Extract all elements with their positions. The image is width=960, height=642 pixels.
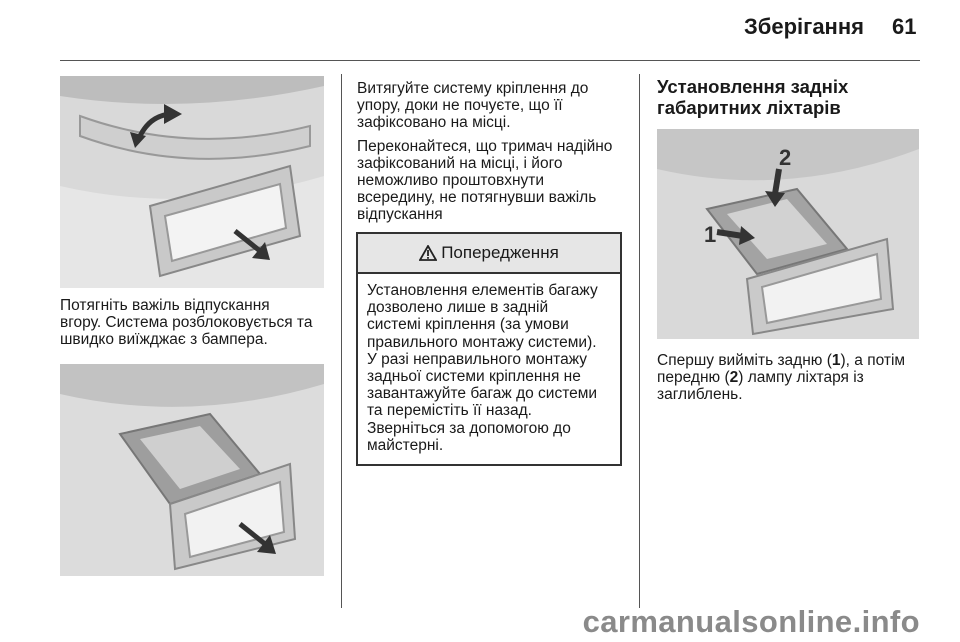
section-title: Установлення задніх габаритних ліхтарів xyxy=(657,76,849,118)
figure-release-lever xyxy=(60,76,324,288)
warning-triangle-icon xyxy=(419,245,437,261)
warning-header xyxy=(358,234,620,274)
paragraph-remove-lamps xyxy=(657,352,927,403)
paragraph-check-fixed: Переконайтеся, що тримач надійно зафіксований на місці, і його неможливо проштовхнути всередину, не потягнувши важіль відпускання xyxy=(357,138,613,223)
ref-number-2: 2 xyxy=(729,369,739,386)
watermark: carmanualsonline.info xyxy=(582,604,920,639)
paragraph-pull-out: Витягуйте систему кріплення до упору, доки не почуєте, що її зафіксовано на місці. xyxy=(357,80,589,131)
ref-number-1: 1 xyxy=(831,352,841,369)
column-divider-1 xyxy=(341,74,342,608)
header-divider xyxy=(60,60,920,61)
page-number: 61 xyxy=(892,14,917,39)
callout-2: 2 xyxy=(779,145,792,170)
warning-box xyxy=(356,232,622,466)
header-title: Зберігання xyxy=(744,14,864,39)
warning-text: Установлення елементів багажу дозволено лише в задній системі кріплення (за умови правильного монтажу системи). У разі неправильного монтажу задньої системи кріплення не завантажуйте багаж до системи та перемістіть її назад. Зверніться за допомогою до майстерні. xyxy=(367,282,598,454)
remove-lamps-text-post: ) лампу ліхтаря із заглиблень. xyxy=(657,369,864,403)
warning-title: Попередження xyxy=(441,243,559,262)
figure-tail-lamps xyxy=(657,129,919,339)
remove-lamps-text-mid: ), а потім передню ( xyxy=(657,352,906,386)
callout-1: 1 xyxy=(704,222,717,247)
column-divider-2 xyxy=(639,74,640,608)
figure-carrier-extended xyxy=(60,364,324,576)
remove-lamps-text-pre: Спершу вийміть задню ( xyxy=(657,352,832,369)
caption-release-lever: Потягніть важіль відпускання вгору. Система розблоковується та швидко виїжджає з бампера. xyxy=(60,297,313,348)
